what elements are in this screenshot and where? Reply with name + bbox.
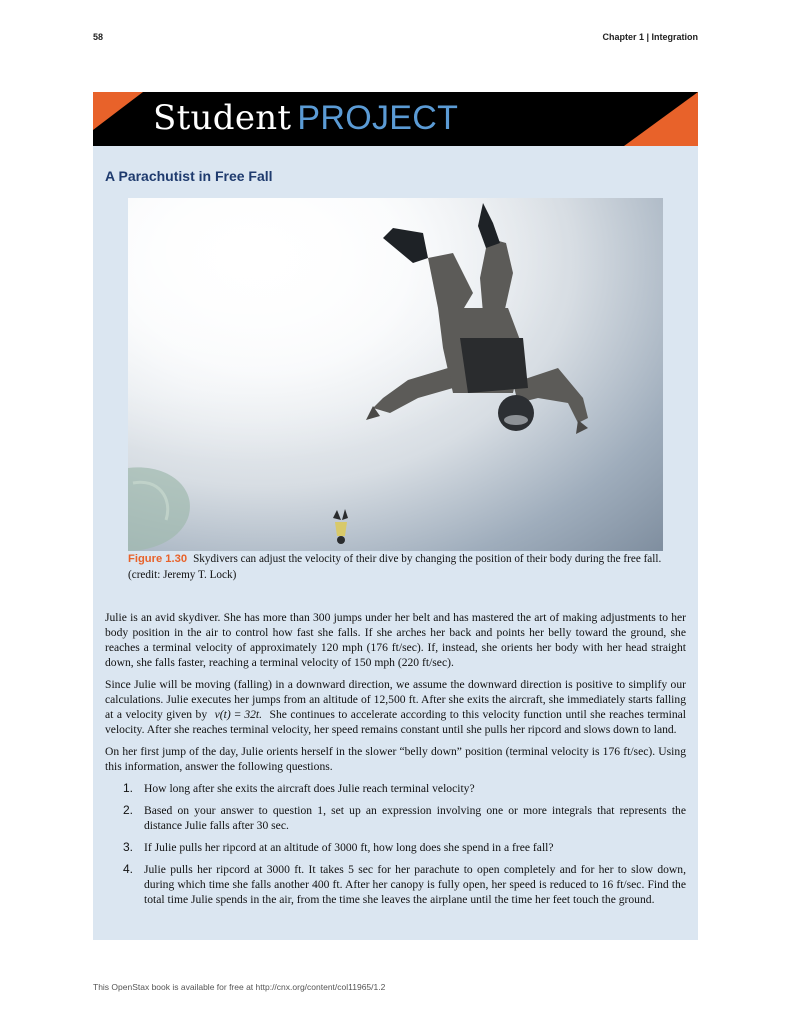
question-text: How long after she exits the aircraft does Julie reach terminal velocity?: [144, 782, 475, 795]
list-item: [105, 862, 686, 907]
paragraph-velocity-text-before: Since Julie will be moving (falling) in a downward direction, we assume the downward direction is positive to simplify our calculations. Julie executes her jumps from an altitude of 12,500 ft. After she exits the aircraft, she immediately starts falling at a velocity given by: [105, 678, 686, 721]
question-number: 3.: [123, 840, 134, 854]
question-text: Based on your answer to question 1, set up an expression involving one or more integrals that represents the distance Julie falls after 30 sec.: [144, 804, 686, 832]
question-number: 4.: [123, 862, 134, 876]
list-item: [105, 840, 686, 855]
project-panel: [93, 146, 698, 940]
figure-label: Figure 1.30: [128, 553, 188, 565]
paragraph-intro: Julie is an avid skydiver. She has more than 300 jumps under her belt and has mastered the art of making adjustments to her body position in the air to control how fast she falls. If she arches her back and points her belly toward the ground, she reaches a terminal velocity of approximately 120 mph (176 ft/sec). If, instead, she orients her body with her head straight down, she falls faster, reaching a terminal velocity of 150 mph (220 ft/sec).: [105, 611, 686, 669]
question-number: 1.: [123, 781, 134, 795]
banner-word-project: PROJECT: [297, 99, 459, 137]
page-number: 58: [93, 32, 104, 42]
paragraph-velocity-text-after: She continues to accelerate according to this velocity function until she reaches terminal velocity. After she reaches terminal velocity, her speed remains constant until she pulls her ripcord and slows down to land.: [105, 708, 686, 736]
skydiver-illustration: [128, 198, 663, 551]
question-list: [105, 781, 686, 907]
chapter-header: Chapter 1 | Integration: [602, 32, 698, 42]
list-item: [105, 803, 686, 833]
list-item: [105, 781, 686, 796]
figure-caption-text: Skydivers can adjust the velocity of their dive by changing the position of their body during the free fall. (credit: Jeremy T. Lock): [128, 553, 662, 581]
banner-title: [153, 98, 458, 138]
banner-corner-triangle-left: [93, 92, 143, 130]
figure-caption: [128, 551, 668, 583]
question-number: 2.: [123, 803, 134, 817]
section-title: A Parachutist in Free Fall: [105, 168, 273, 184]
skydiver-photo: [128, 198, 663, 551]
footer-license: This OpenStax book is available for free at http://cnx.org/content/col11965/1.2: [93, 982, 386, 992]
student-project-banner: [93, 92, 698, 146]
question-text: If Julie pulls her ripcord at an altitude of 3000 ft, how long does she spend in a free fall?: [144, 841, 554, 854]
banner-corner-triangle-right: [624, 92, 698, 146]
project-body: [105, 610, 686, 914]
question-text: Julie pulls her ripcord at 3000 ft. It takes 5 sec for her parachute to open completely and for her to slow down, during which time she falls another 400 ft. After her canopy is fully open, her speed is reduced to 16 ft/sec. Find the total time Julie spends in the air, from the time she leaves the airplane until the time her feet touch the ground.: [144, 863, 686, 906]
velocity-equation: v(t) = 32t.: [214, 708, 263, 721]
paragraph-first-jump: On her first jump of the day, Julie orients herself in the slower “belly down” position (terminal velocity is 176 ft/sec). Using this information, answer the following questions.: [105, 745, 686, 773]
paragraph-velocity: [105, 677, 686, 737]
banner-word-student: Student: [153, 98, 292, 138]
